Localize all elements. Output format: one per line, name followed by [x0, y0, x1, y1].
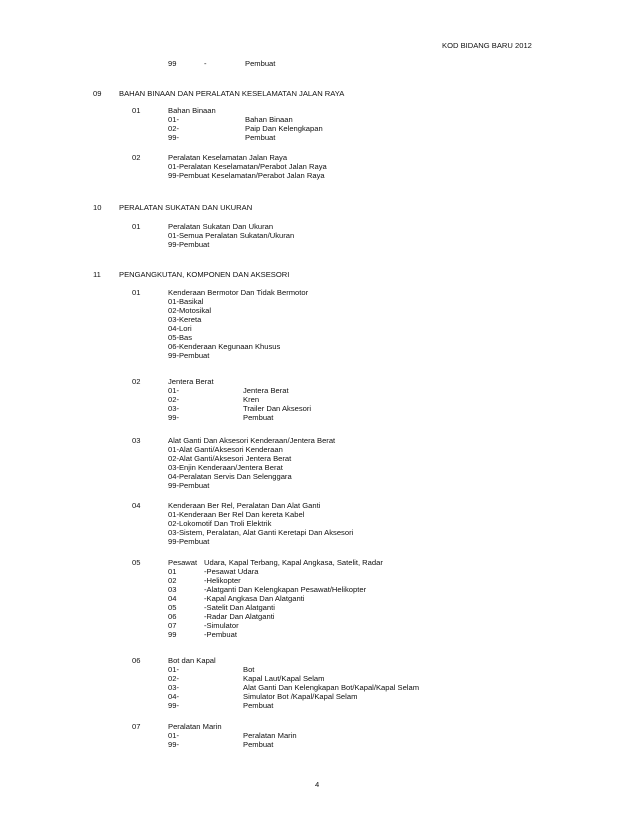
text-line: 05 [168, 603, 177, 612]
text-line: 99-Pembuat [168, 537, 210, 546]
text-line: 05-Bas [168, 333, 193, 342]
text-line: 03- [168, 683, 179, 692]
text-line: 04- [168, 692, 179, 701]
text-line: Kapal Laut/Kapal Selam [243, 674, 325, 683]
text-line: Kenderaan Bermotor Dan Tidak Bermotor [168, 288, 309, 297]
text-line: 02-Lokomotif Dan Troli Elektrik [168, 519, 272, 528]
text-line: 02 [168, 576, 177, 585]
text-line: Peralatan Marin [243, 731, 297, 740]
text-line: 02-Alat Ganti/Aksesori Jentera Berat [168, 454, 292, 463]
text-line: 03-Kereta [168, 315, 202, 324]
text-line: 04-Peralatan Servis Dan Selenggara [168, 472, 292, 481]
text-line: -Satelit Dan Alatganti [204, 603, 275, 612]
text-line: 99- [168, 133, 179, 142]
text-line: 10 [93, 203, 102, 212]
text-line: 05 [132, 558, 141, 567]
text-line: PENGANGKUTAN, KOMPONEN DAN AKSESORI [119, 270, 290, 279]
text-line: Pembuat [245, 133, 276, 142]
text-line: -Kapal Angkasa Dan Alatganti [204, 594, 305, 603]
text-line: 99 [168, 59, 177, 68]
text-line: 03-Sistem, Peralatan, Alat Ganti Keretapi Dan Aksesori [168, 528, 354, 537]
text-line: 99- [168, 701, 179, 710]
text-line: Simulator Bot /Kapal/Kapal Selam [243, 692, 358, 701]
text-line: Trailer Dan Aksesori [243, 404, 312, 413]
text-line: Alat Ganti Dan Kelengkapan Bot/Kapal/Kapal Selam [243, 683, 420, 692]
text-line: 01- [168, 115, 179, 124]
text-line: 03 [132, 436, 141, 445]
text-line: 01-Basikal [168, 297, 204, 306]
text-line: Pembuat [243, 413, 274, 422]
text-line: 01 [132, 106, 141, 115]
text-line: 11 [93, 270, 101, 279]
text-line: -Pembuat [204, 630, 237, 639]
text-line: 01-Kenderaan Ber Rel Dan kereta Kabel [168, 510, 305, 519]
text-line: Bahan Binaan [245, 115, 293, 124]
text-line: Udara, Kapal Terbang, Kapal Angkasa, Satelit, Radar [204, 558, 383, 567]
page-number: 4 [315, 780, 320, 789]
text-line: 02- [168, 674, 179, 683]
text-line: 04 [168, 594, 177, 603]
text-line: 99- [168, 740, 179, 749]
text-line: 02 [132, 377, 141, 386]
text-line: 01- [168, 665, 179, 674]
text-line: - [204, 59, 207, 68]
text-line: 01 [132, 288, 141, 297]
text-line: Paip Dan Kelengkapan [245, 124, 323, 133]
text-line: 01- [168, 731, 179, 740]
text-line: Bot dan Kapal [168, 656, 216, 665]
text-line: 02- [168, 395, 179, 404]
text-line: 03 [168, 585, 177, 594]
text-line: 03-Enjin Kenderaan/Jentera Berat [168, 463, 283, 472]
text-line: 02-Motosikal [168, 306, 212, 315]
text-line: 07 [132, 722, 141, 731]
text-line: -Helikopter [204, 576, 241, 585]
text-line: 99-Pembuat [168, 351, 210, 360]
text-line: 02 [132, 153, 141, 162]
text-line: 06 [168, 612, 177, 621]
text-line: 99-Pembuat [168, 481, 210, 490]
text-line: 02- [168, 124, 179, 133]
text-line: Peralatan Keselamatan Jalan Raya [168, 153, 288, 162]
text-line: 03- [168, 404, 179, 413]
text-line: 01-Peralatan Keselamatan/Perabot Jalan Raya [168, 162, 327, 171]
text-line: 06 [132, 656, 141, 665]
text-line: Kren [243, 395, 260, 404]
text-line: Jentera Berat [243, 386, 289, 395]
text-line: Pesawat [168, 558, 198, 567]
text-line: 07 [168, 621, 177, 630]
text-line: 01-Alat Ganti/Aksesori Kenderaan [168, 445, 283, 454]
text-line: 06-Kenderaan Kegunaan Khusus [168, 342, 281, 351]
text-line: Pembuat [243, 701, 274, 710]
text-line: -Pesawat Udara [204, 567, 259, 576]
text-line: 01-Semua Peralatan Sukatan/Ukuran [168, 231, 295, 240]
text-line: Peralatan Sukatan Dan Ukuran [168, 222, 274, 231]
text-line: 01 [168, 567, 177, 576]
document-header: KOD BIDANG BARU 2012 [442, 41, 532, 50]
text-line: 09 [93, 89, 102, 98]
text-line: Bahan Binaan [168, 106, 216, 115]
text-line: 04 [132, 501, 141, 510]
text-line: Bot [243, 665, 255, 674]
text-line: Pembuat [243, 740, 274, 749]
text-line: BAHAN BINAAN DAN PERALATAN KESELAMATAN JALAN RAYA [119, 89, 345, 98]
text-line: PERALATAN SUKATAN DAN UKURAN [119, 203, 253, 212]
text-line: Pembuat [245, 59, 276, 68]
text-line: -Radar Dan Alatganti [204, 612, 275, 621]
text-line: Alat Ganti Dan Aksesori Kenderaan/Jentera Berat [168, 436, 336, 445]
text-line: 04-Lori [168, 324, 192, 333]
text-line: Kenderaan Ber Rel, Peralatan Dan Alat Ganti [168, 501, 321, 510]
text-line: -Simulator [204, 621, 239, 630]
text-line: Peralatan Marin [168, 722, 222, 731]
text-line: Jentera Berat [168, 377, 214, 386]
text-line: 99-Pembuat [168, 240, 210, 249]
text-line: 01- [168, 386, 179, 395]
text-line: 01 [132, 222, 141, 231]
text-line: 99 [168, 630, 177, 639]
text-line: 99-Pembuat Keselamatan/Perabot Jalan Raya [168, 171, 325, 180]
text-line: -Alatganti Dan Kelengkapan Pesawat/Helikopter [204, 585, 367, 594]
text-line: 99- [168, 413, 179, 422]
